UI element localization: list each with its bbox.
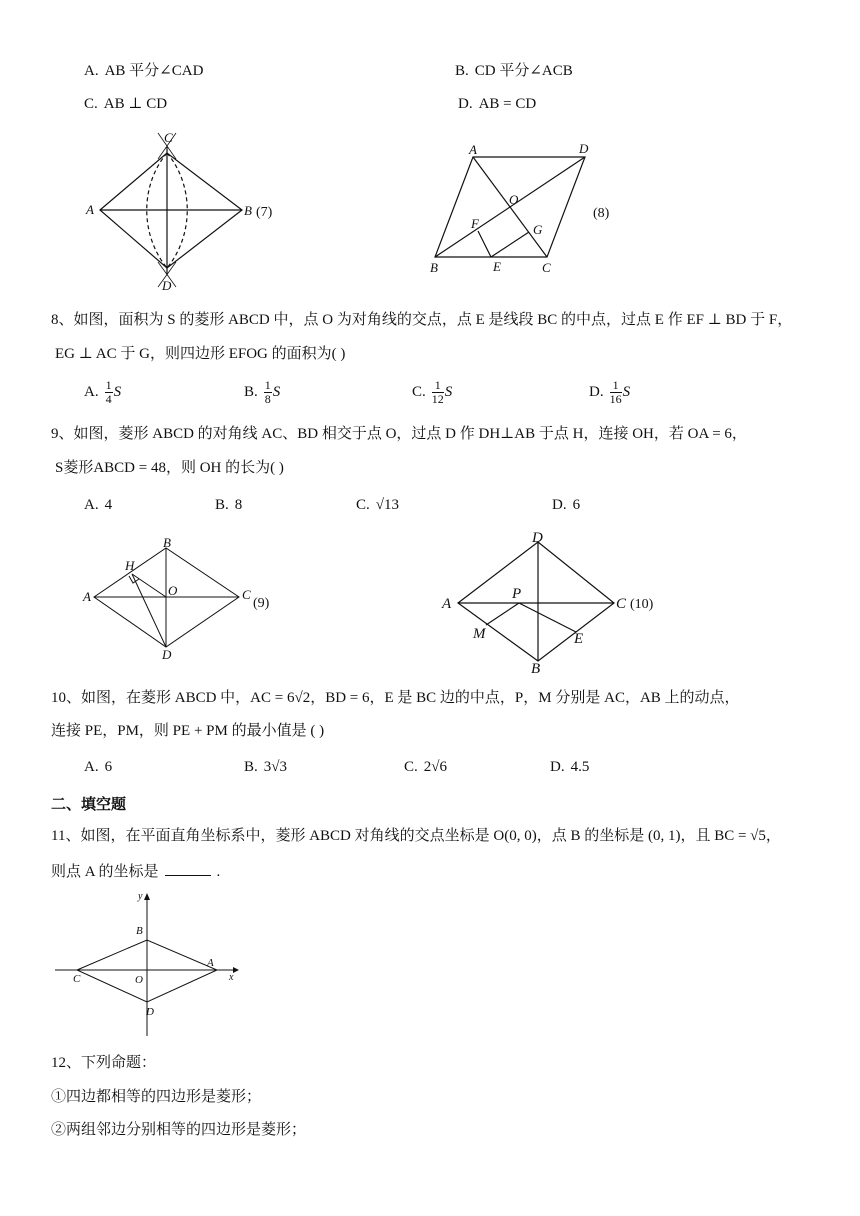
option-var: S [113,383,122,400]
q11-stem-text: 则点 A 的坐标是 [51,864,159,880]
fig7-label-c: C [164,130,173,145]
option-key: A. [84,497,99,513]
option-key: C. [356,497,370,513]
q10-option-b [244,757,287,777]
fig9-label-h: H [125,558,135,573]
fig11-label-b: B [136,925,143,937]
fig9-label-a: A [83,589,91,604]
option-key: D. [550,759,565,775]
fraction-num: 1 [432,379,444,393]
q9-option-a [84,495,112,515]
fig11-label-c: C [73,973,81,985]
fig8-label-c: C [542,260,551,275]
q8-option-c [412,379,452,406]
q9-option-c [356,495,399,515]
q9-stem-line1: 9、如图，菱形 ABCD 的对角线 AC、BD 相交于点 O，过点 D 作 DH⊥AB 于点 H，连接 OH，若 OA = 6， [51,426,747,442]
fig9-label-b: B [163,535,171,550]
fraction-den: 12 [431,392,444,406]
option-text: AB = CD [478,96,537,112]
fig8-label-o: O [509,192,519,207]
option-key: A. [84,383,99,400]
fig7-label-d: D [162,278,172,293]
fraction [432,379,444,406]
fig11-label-a: A [207,957,214,969]
q11-stem-period: . [216,864,221,880]
option-text: 4.5 [570,759,590,775]
fig10-label-a: A [442,596,452,612]
fig10-label-d: D [532,530,543,546]
option-text: 3√3 [263,759,287,775]
fig8-label-f: F [471,216,479,231]
q8-option-a [84,379,121,406]
fig7-label-b: B [244,203,252,218]
fig11-label-x: x [229,972,234,983]
option-key: B. [244,759,258,775]
q10-option-a [84,757,112,777]
option-var: S [622,383,631,400]
fig8-tag: (8) [593,206,610,221]
x-axis-arrow-icon [233,967,239,973]
figure-9 [80,535,280,660]
option-text: CD 平分∠ACB [474,63,573,79]
fig10-label-c: C [616,596,627,612]
fig11-label-d: D [146,1006,154,1018]
fig10-label-e: E [574,631,584,647]
fraction-den: 16 [609,392,622,406]
fig8-label-a: A [469,142,477,157]
q7-option-c [84,94,167,114]
q7-option-d [458,94,536,114]
option-text: √13 [375,497,399,513]
fig9-label-c: C [242,587,251,602]
option-key: D. [589,383,604,400]
option-key: C. [84,96,98,112]
fig7-tag: (7) [256,205,273,220]
option-text: 6 [572,497,581,513]
fig10-label-p: P [512,586,522,602]
figure-7 [80,125,290,295]
fig10-tag: (10) [630,597,654,612]
fraction [105,379,113,406]
q8-stem-line2: EG ⊥ AC 于 G，则四边形 EFOG 的面积为( ) [55,346,346,362]
option-key: C. [412,383,426,400]
option-var: S [272,383,281,400]
option-text: 4 [104,497,113,513]
q7-option-b [455,61,573,81]
fig9-tag: (9) [253,596,270,611]
option-key: A. [84,759,99,775]
q11-stem-line1: 11、如图，在平面直角坐标系中，菱形 ABCD 对角线的交点坐标是 O(0, 0)，点 B 的坐标是 (0, 1)，且 BC = √5， [51,828,781,844]
section-heading: 二、填空题 [51,796,127,813]
fig9-label-d: D [162,647,172,662]
option-key: B. [244,383,258,400]
option-key: D. [458,96,473,112]
q10-stem-line1: 10、如图，在菱形 ABCD 中，AC = 6√2，BD = 6，E 是 BC 边的中点，P，M 分别是 AC，AB 上的动点， [51,690,740,706]
fraction-den: 4 [105,392,112,406]
fraction [610,379,622,406]
fig7-label-a: A [86,202,94,217]
option-key: B. [215,497,229,513]
q8-stem-line1: 8、如图，面积为 S 的菱形 ABCD 中，点 O 为对角线的交点，点 E 是线段 BC 的中点，过点 E 作 EF ⊥ BD 于 F， [51,312,793,328]
fraction-num: 1 [610,379,622,393]
q10-option-c [404,757,447,777]
figure-11 [55,888,245,1038]
fraction-den: 8 [264,392,271,406]
q12-item-2: ②两组邻边分别相等的四边形是菱形； [51,1122,307,1138]
fig8-label-g: G [533,222,543,237]
q8-option-b [244,379,280,406]
option-key: A. [84,63,99,79]
fig8-label-d: D [579,141,589,156]
q9-option-b [215,495,242,515]
fraction-num: 1 [105,378,112,392]
option-key: B. [455,63,469,79]
q10-stem-line2: 连接 PE，PM，则 PE + PM 的最小值是 ( ) [51,723,325,739]
option-text: AB 平分∠CAD [104,63,204,79]
q12-item-1: ①四边都相等的四边形是菱形； [51,1089,262,1105]
q7-option-a [84,61,203,81]
option-key: C. [404,759,418,775]
fig10-label-b: B [531,661,541,677]
option-key: D. [552,497,567,513]
figure-8 [425,140,625,280]
fig9-label-o: O [168,583,178,598]
q11-stem-line2 [51,861,220,882]
answer-blank[interactable] [165,861,211,876]
fig8-label-b: B [430,260,438,275]
option-text: 2√6 [423,759,447,775]
q9-option-d [552,495,580,515]
option-var: S [444,383,453,400]
q8-option-d [589,379,630,406]
option-text: AB ⊥ CD [103,96,168,112]
q10-option-d [550,757,589,777]
figure-10 [440,528,670,677]
fig11-label-y: y [138,891,143,902]
fig11-label-o: O [135,974,143,986]
fraction-num: 1 [264,378,271,392]
q9-stem-line2: S菱形ABCD = 48，则 OH 的长为( ) [55,460,284,476]
fig10-label-m: M [473,626,486,642]
fraction [264,379,272,406]
option-text: 8 [234,497,243,513]
y-axis-arrow-icon [144,893,150,900]
fig8-label-e: E [493,259,501,274]
q12-stem: 12、下列命题： [51,1055,157,1071]
option-text: 6 [104,759,113,775]
